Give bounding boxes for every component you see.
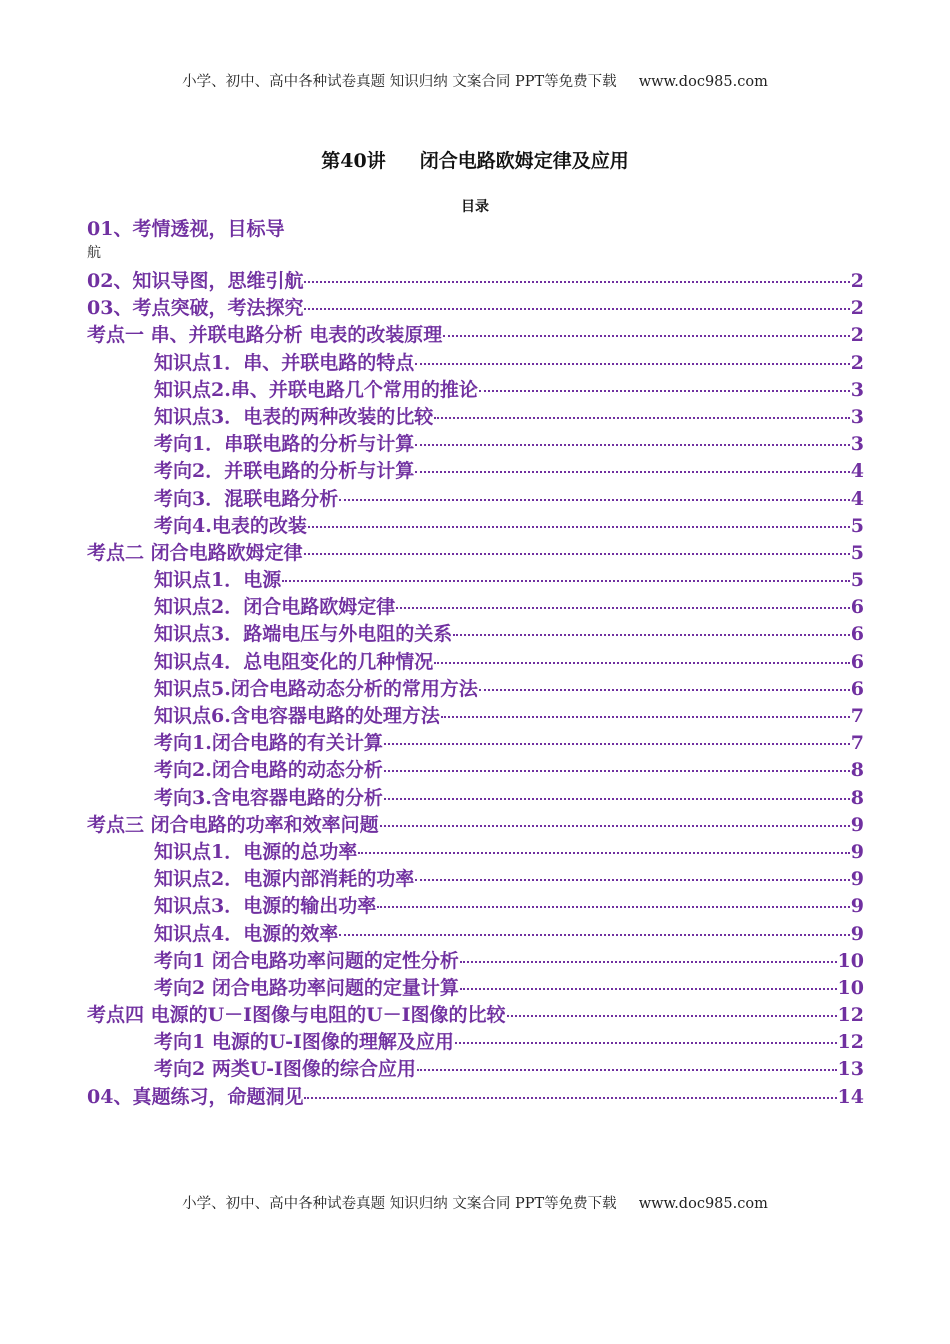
toc-entry-label: 02、知识导图，思维引航 [87, 270, 304, 292]
toc-entry[interactable] [87, 431, 864, 458]
toc-dot-leader [415, 471, 850, 473]
toc-entry[interactable] [87, 1029, 864, 1056]
toc-entry-label: 知识点5.闭合电路动态分析的常用方法 [154, 677, 478, 700]
toc-entry-label: 考向2 闭合电路功率问题的定量计算 [154, 976, 459, 999]
toc-entry-label: 考点四 电源的U－I图像与电阻的U－I图像的比较 [87, 1004, 506, 1027]
toc-page-number: 8 [850, 759, 864, 782]
toc-page-number: 5 [850, 541, 864, 564]
toc-dot-leader [384, 770, 850, 772]
toc-dot-leader [304, 553, 850, 555]
toc-page-number: 3 [850, 378, 864, 401]
toc-page-number: 2 [850, 270, 864, 292]
toc-dot-leader [479, 390, 850, 392]
toc-entry[interactable] [87, 676, 864, 703]
toc-page-number: 6 [850, 650, 864, 673]
toc-entry-first-wrap: 航 [87, 245, 101, 261]
table-of-contents [87, 268, 864, 1111]
toc-dot-leader [415, 879, 850, 881]
toc-entry[interactable] [87, 322, 864, 349]
toc-entry-label: 考点二 闭合电路欧姆定律 [87, 541, 303, 564]
toc-entry[interactable] [87, 812, 864, 839]
toc-entry-label: 知识点4．电源的效率 [154, 922, 339, 945]
toc-page-number: 2 [850, 297, 864, 320]
toc-entry[interactable] [87, 839, 864, 866]
toc-dot-leader [304, 308, 849, 310]
toc-page-number: 6 [850, 677, 864, 700]
toc-entry[interactable] [87, 350, 864, 377]
toc-page-number: 9 [850, 895, 864, 918]
toc-entry-label: 考向1.闭合电路的有关计算 [154, 732, 383, 755]
toc-entry[interactable] [87, 295, 864, 322]
toc-dot-leader [384, 743, 850, 745]
toc-entry-label: 知识点2.串、并联电路几个常用的推论 [154, 378, 478, 401]
header-text: 小学、初中、高中各种试卷真题 知识归纳 文案合同 PPT等免费下载 [182, 74, 617, 90]
toc-entry[interactable] [87, 377, 864, 404]
toc-dot-leader [380, 825, 850, 827]
toc-entry[interactable] [87, 404, 864, 431]
toc-page-number: 4 [850, 487, 864, 510]
toc-page-number: 6 [850, 596, 864, 619]
toc-dot-leader [358, 852, 850, 854]
toc-page-number: 3 [850, 433, 864, 456]
toc-dot-leader [339, 934, 850, 936]
toc-page-number: 9 [850, 868, 864, 891]
toc-dot-leader [434, 662, 850, 664]
toc-entry[interactable] [87, 1056, 864, 1083]
toc-page-number: 3 [850, 405, 864, 428]
toc-entry-label: 知识点2．电源内部消耗的功率 [154, 868, 415, 891]
toc-entry-label: 知识点4．总电阻变化的几种情况 [154, 650, 434, 673]
toc-page-number: 13 [837, 1058, 864, 1081]
toc-page-number: 12 [837, 1004, 864, 1027]
toc-heading: 目录 [461, 199, 489, 215]
toc-entry[interactable] [87, 540, 864, 567]
toc-entry[interactable] [87, 948, 864, 975]
toc-entry[interactable] [87, 513, 864, 540]
toc-page-number: 2 [850, 324, 864, 347]
toc-dot-leader [441, 716, 850, 718]
toc-entry-label: 知识点2．闭合电路欧姆定律 [154, 596, 396, 619]
toc-entry[interactable] [87, 785, 864, 812]
page-header [0, 70, 950, 91]
toc-entry[interactable] [87, 730, 864, 757]
toc-entry-label: 03、考点突破，考法探究 [87, 297, 304, 320]
toc-entry-first[interactable]: 01、考情透视，目标导 [87, 218, 285, 240]
toc-entry-label: 考向3.含电容器电路的分析 [154, 786, 383, 809]
toc-dot-leader [304, 1097, 836, 1099]
toc-page-number: 9 [850, 840, 864, 863]
toc-entry[interactable] [87, 458, 864, 485]
toc-dot-leader [384, 798, 850, 800]
toc-entry-label: 知识点1．电源 [154, 569, 282, 592]
toc-page-number: 9 [850, 922, 864, 945]
toc-dot-leader [434, 417, 850, 419]
document-title [0, 146, 950, 173]
toc-entry-label: 04、真题练习，命题洞见 [87, 1085, 304, 1108]
toc-dot-leader [443, 335, 850, 337]
toc-dot-leader [339, 499, 850, 501]
toc-dot-leader [453, 634, 850, 636]
toc-entry-label: 考向4.电表的改装 [154, 514, 307, 537]
toc-entry[interactable] [87, 621, 864, 648]
toc-entry-label: 考点三 闭合电路的功率和效率问题 [87, 813, 379, 836]
toc-dot-leader [282, 580, 850, 582]
toc-entry-label: 考点一 串、并联电路分析 电表的改装原理 [87, 324, 443, 347]
toc-page-number: 5 [850, 569, 864, 592]
toc-entry-label: 考向1 电源的U-I图像的理解及应用 [154, 1031, 454, 1054]
toc-entry[interactable] [87, 975, 864, 1002]
toc-entry-label: 考向2.闭合电路的动态分析 [154, 759, 383, 782]
toc-entry-label: 考向2 两类U-I图像的综合应用 [154, 1058, 416, 1081]
toc-entry-label: 知识点1．电源的总功率 [154, 840, 358, 863]
toc-entry[interactable] [87, 1002, 864, 1029]
toc-entry-label: 知识点3．路端电压与外电阻的关系 [154, 623, 453, 646]
toc-page-number: 4 [850, 460, 864, 483]
toc-entry-label: 知识点3．电表的两种改装的比较 [154, 405, 434, 428]
toc-entry[interactable] [87, 268, 864, 295]
toc-dot-leader [304, 281, 849, 283]
toc-entry[interactable] [87, 757, 864, 784]
toc-entry[interactable] [87, 567, 864, 594]
footer-text: 小学、初中、高中各种试卷真题 知识归纳 文案合同 PPT等免费下载 [182, 1196, 617, 1212]
toc-entry[interactable] [87, 866, 864, 893]
lecture-number: 第40讲 [321, 150, 386, 172]
toc-entry[interactable] [87, 486, 864, 513]
toc-entry-label: 考向3．混联电路分析 [154, 487, 339, 510]
toc-page-number: 7 [850, 732, 864, 755]
toc-entry-label: 知识点6.含电容器电路的处理方法 [154, 705, 440, 727]
toc-page-number: 6 [850, 623, 864, 646]
toc-dot-leader [507, 1015, 837, 1017]
toc-dot-leader [308, 526, 850, 528]
toc-entry-label: 考向1 闭合电路功率问题的定性分析 [154, 949, 459, 972]
toc-entry-label: 知识点1．串、并联电路的特点 [154, 351, 415, 374]
toc-dot-leader [455, 1042, 837, 1044]
lecture-topic: 闭合电路欧姆定律及应用 [419, 150, 629, 172]
toc-dot-leader [415, 444, 850, 446]
toc-entry-label: 考向2．并联电路的分析与计算 [154, 460, 415, 483]
toc-entry[interactable] [87, 893, 864, 920]
toc-entry-label: 知识点3．电源的输出功率 [154, 895, 377, 918]
toc-page-number: 5 [850, 514, 864, 537]
toc-dot-leader [417, 1069, 837, 1071]
header-site-link[interactable]: www.doc985.com [638, 74, 768, 90]
toc-entry[interactable] [87, 921, 864, 948]
toc-dot-leader [479, 689, 850, 691]
toc-entry[interactable] [87, 703, 864, 730]
toc-dot-leader [377, 906, 850, 908]
toc-dot-leader [460, 961, 837, 963]
toc-entry[interactable] [87, 1084, 864, 1111]
toc-page-number: 2 [850, 351, 864, 374]
toc-dot-leader [415, 363, 850, 365]
toc-entry[interactable] [87, 594, 864, 621]
toc-page-number: 9 [850, 813, 864, 836]
toc-page-number: 14 [837, 1085, 864, 1108]
toc-page-number: 8 [850, 786, 864, 809]
toc-page-number: 10 [837, 976, 864, 999]
page-footer [0, 1192, 950, 1213]
toc-page-number: 10 [837, 949, 864, 972]
toc-dot-leader [460, 988, 837, 990]
toc-entry-label: 考向1．串联电路的分析与计算 [154, 433, 415, 456]
toc-entry[interactable] [87, 649, 864, 676]
toc-page-number: 7 [850, 705, 864, 727]
toc-dot-leader [396, 607, 850, 609]
footer-site-link[interactable]: www.doc985.com [638, 1196, 768, 1212]
toc-page-number: 12 [837, 1031, 864, 1054]
